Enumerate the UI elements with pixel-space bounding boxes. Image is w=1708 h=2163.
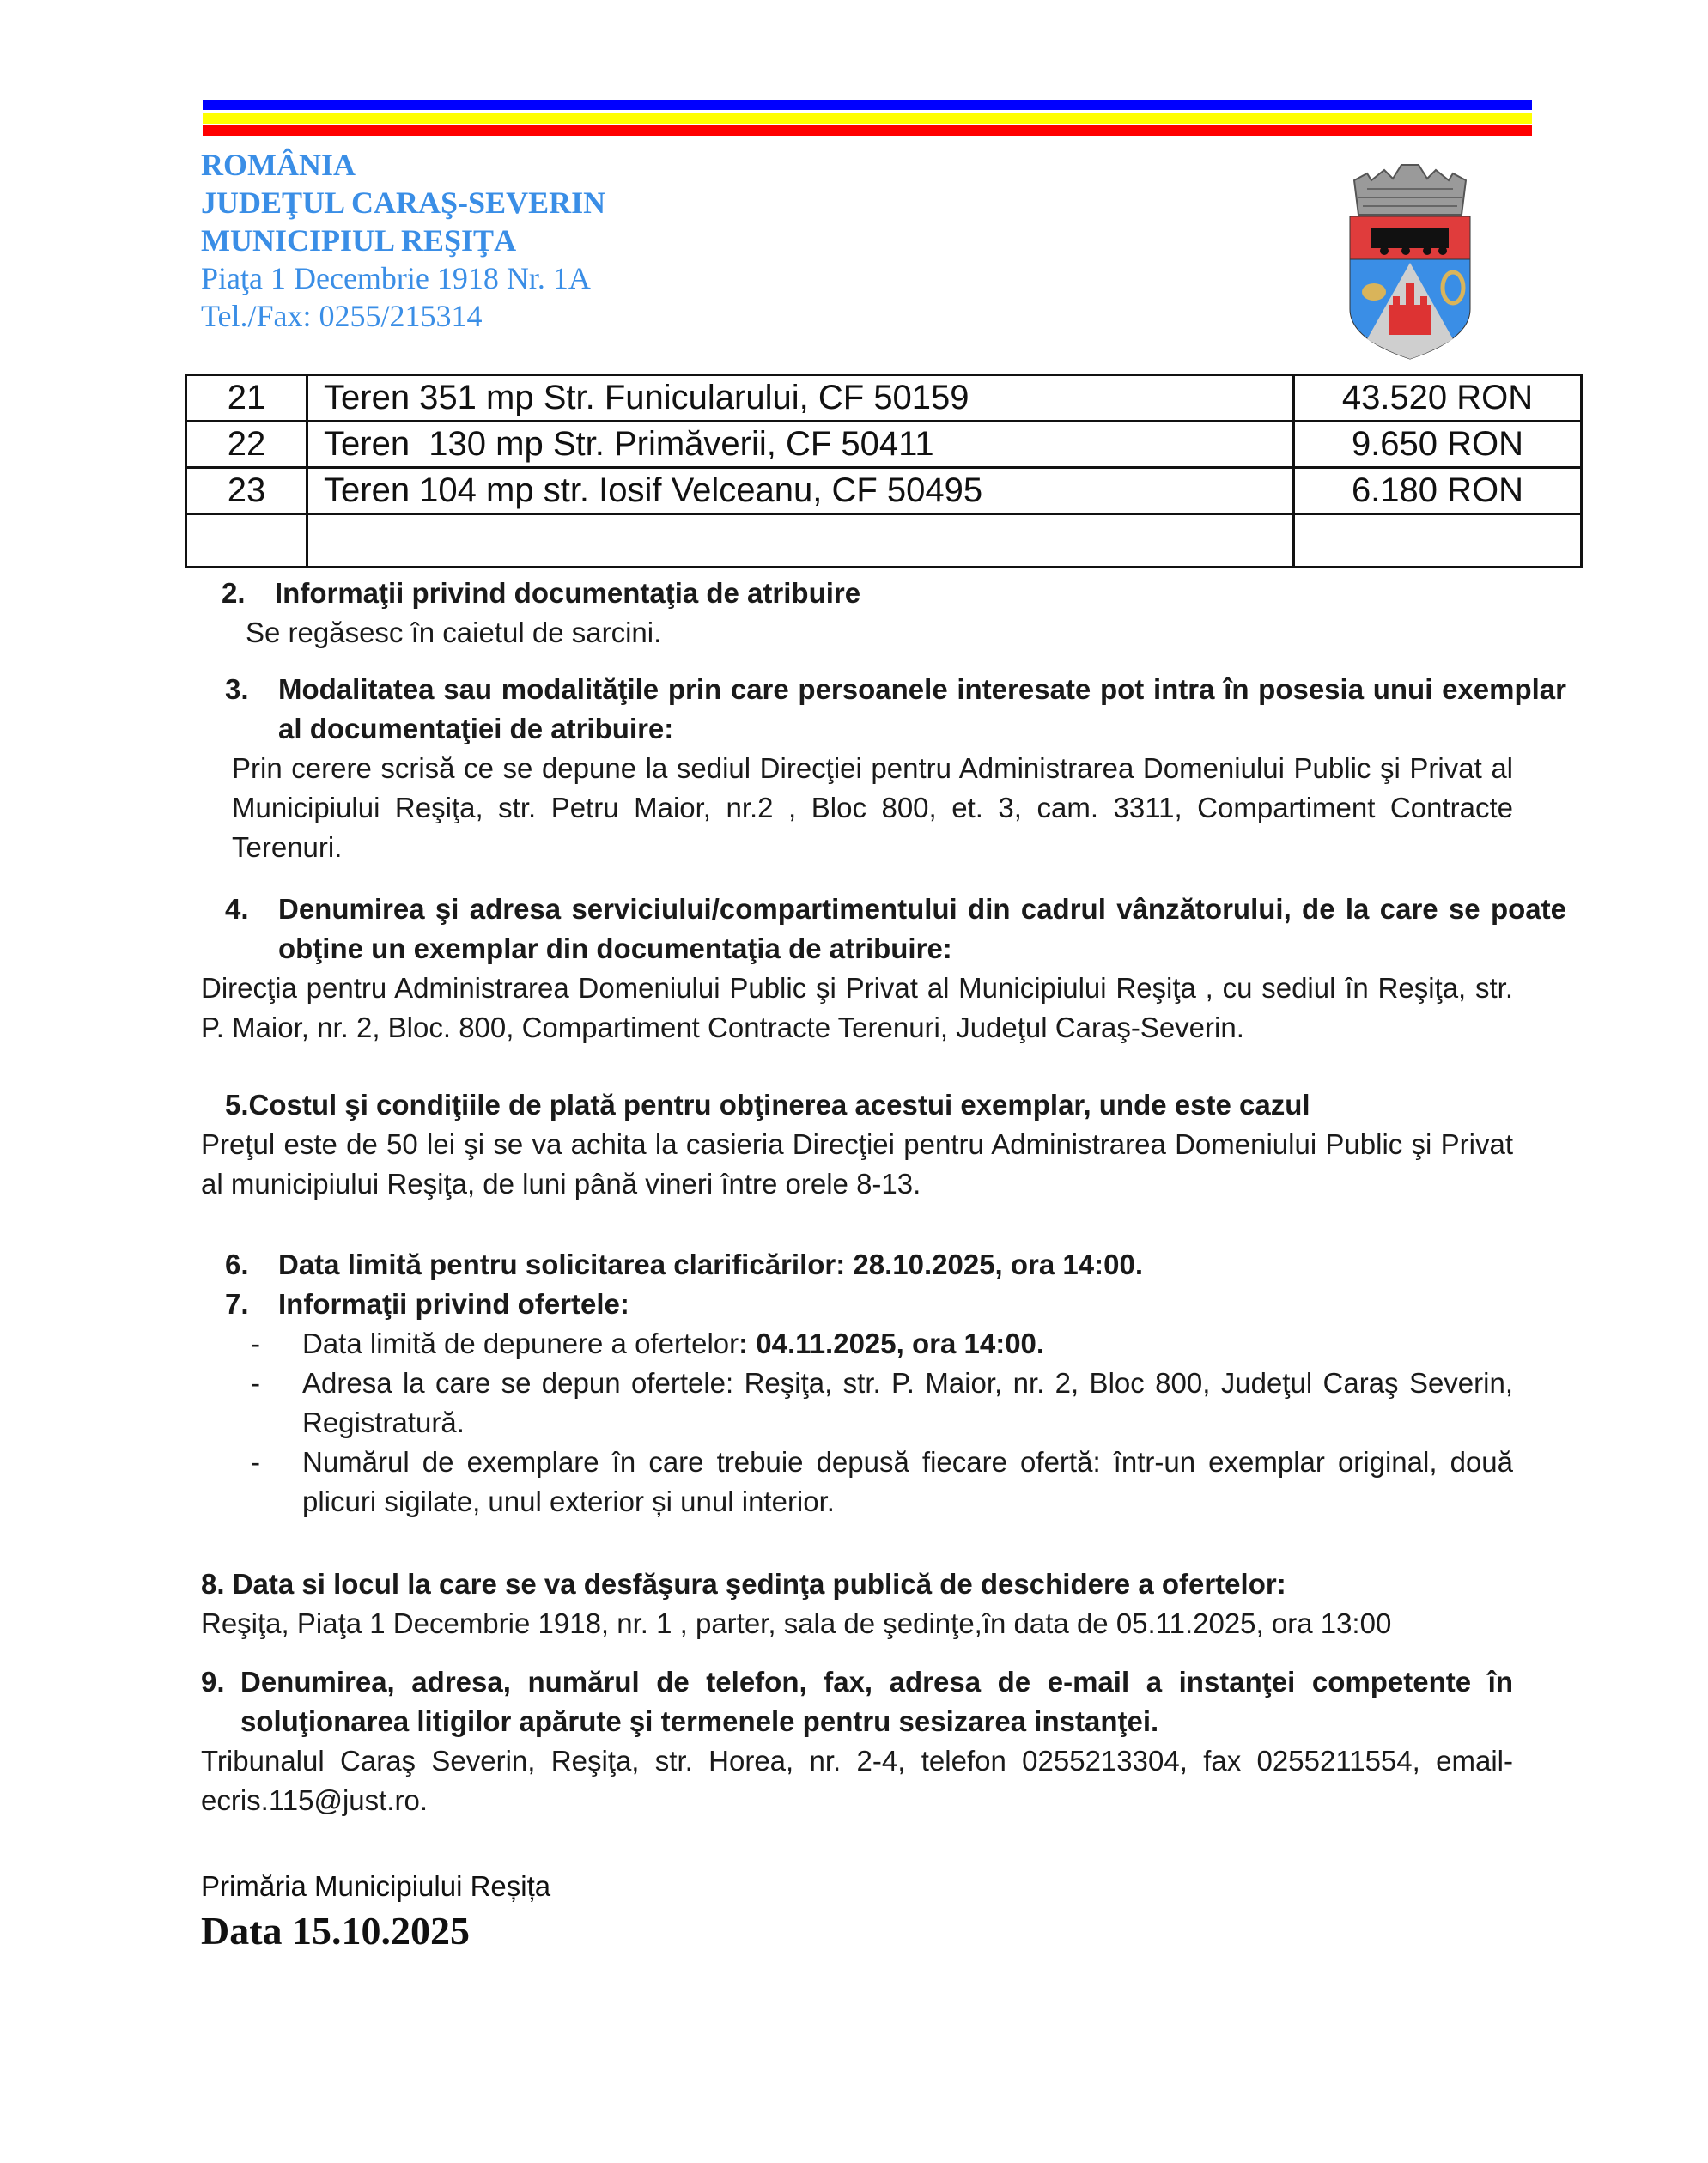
lot-number: 22 bbox=[186, 422, 307, 468]
lot-price: 43.520 RON bbox=[1294, 375, 1582, 422]
letterhead bbox=[201, 146, 605, 335]
section-9-heading bbox=[201, 1662, 1513, 1741]
address: Piaţa 1 Decembrie 1918 Nr. 1A bbox=[201, 261, 591, 295]
offer-bullet-3 bbox=[251, 1443, 1513, 1522]
phone: Tel./Fax: 0255/215314 bbox=[201, 299, 483, 333]
offer-bullet-1 bbox=[251, 1324, 1565, 1364]
section-6-heading bbox=[225, 1245, 1143, 1285]
lot-number bbox=[186, 514, 307, 568]
section-9-number: 9. bbox=[201, 1666, 225, 1698]
section-3-number: 3. bbox=[225, 673, 249, 705]
section-8-body: Reşiţa, Piaţa 1 Decembrie 1918, nr. 1 , parter, sala de şedinţe,în data de 05.11.2025, ora 13:00 bbox=[201, 1607, 1392, 1639]
bullet-text: Adresa la care se depun ofertele: Reşiţa, str. P. Maior, nr. 2, Bloc 800, Judeţul Caraş Severin, Registratură. bbox=[302, 1367, 1513, 1438]
table-row bbox=[186, 422, 1582, 468]
bullet-deadline: : 04.11.2025, ora 14:00. bbox=[739, 1328, 1045, 1359]
flag-stripe-yellow bbox=[203, 113, 1532, 124]
lot-description: Teren 130 mp Str. Primăverii, CF 50411 bbox=[307, 422, 1294, 468]
document-date: Data 15.10.2025 bbox=[201, 1909, 471, 1953]
section-7-heading bbox=[225, 1285, 629, 1324]
lots-table bbox=[185, 374, 1583, 568]
section-4-number: 4. bbox=[225, 893, 249, 925]
section-2-title: Informaţii privind documentaţia de atribuire bbox=[275, 577, 861, 609]
lot-number: 23 bbox=[186, 468, 307, 514]
table-row-empty bbox=[186, 514, 1582, 568]
flag-stripe-blue bbox=[203, 100, 1532, 110]
section-9-body: Tribunalul Caraş Severin, Reşiţa, str. Horea, nr. 2-4, telefon 0255213304, fax 0255211554, email-ecris.115@just.ro. bbox=[201, 1745, 1513, 1816]
lot-number: 21 bbox=[186, 375, 307, 422]
section-4-heading bbox=[225, 890, 1566, 969]
section-7-title: Informaţii privind ofertele: bbox=[278, 1288, 629, 1320]
lot-description: Teren 104 mp str. Iosif Velceanu, CF 50495 bbox=[307, 468, 1294, 514]
bullet-dash-icon: - bbox=[251, 1367, 260, 1399]
section-5-heading: 5.Costul şi condiţiile de plată pentru obţinerea acestui exemplar, unde este cazul bbox=[225, 1089, 1310, 1121]
offer-bullet-2 bbox=[251, 1364, 1513, 1443]
section-4-body: Direcţia pentru Administrarea Domeniului Public şi Privat al Municipiului Reşiţa , cu sediul în Reşiţa, str. P. Maior, nr. 2, Bloc. 800, Compartiment Contracte Terenuri, Judeţul Caraş-Severin. bbox=[201, 972, 1513, 1043]
section-3-title: Modalitatea sau modalităţile prin care persoanele interesate pot intra în posesia unui exemplar al documentaţiei de atribuire: bbox=[278, 673, 1566, 744]
section-7-number: 7. bbox=[225, 1288, 249, 1320]
section-3-body: Prin cerere scrisă ce se depune la sediul Direcţiei pentru Administrarea Domeniului Public şi Privat al Municipiului Reşiţa, str. Petru Maior, nr.2 , Bloc 800, et. 3, cam. 3311, Compartiment Contracte Terenuri. bbox=[232, 752, 1513, 863]
section-5-body: Preţul este de 50 lei şi se va achita la casieria Direcţiei pentru Administrarea Domeniului Public şi Privat al municipiului Reşiţa, de luni până vineri între orele 8-13. bbox=[201, 1128, 1513, 1200]
bullet-dash-icon: - bbox=[251, 1446, 260, 1478]
coat-of-arms-icon bbox=[1333, 155, 1487, 361]
lot-price: 9.650 RON bbox=[1294, 422, 1582, 468]
lot-description: Teren 351 mp Str. Funicularului, CF 50159 bbox=[307, 375, 1294, 422]
table-row bbox=[186, 468, 1582, 514]
section-4-title: Denumirea şi adresa serviciului/compartimentului din cadrul vânzătorului, de la care se poate obţine un exemplar din documentaţia de atribuire: bbox=[278, 893, 1566, 964]
country-name: ROMÂNIA bbox=[201, 148, 356, 182]
section-8-heading: 8. Data si locul la care se va desfăşura şedinţa publică de deschidere a ofertelor: bbox=[201, 1568, 1286, 1600]
section-9-title: Denumirea, adresa, numărul de telefon, fax, adresa de e-mail a instanţei competente în soluţionarea litigilor apărute şi termenele pentru sesizarea instanţei. bbox=[240, 1666, 1513, 1737]
table-row bbox=[186, 375, 1582, 422]
lot-price bbox=[1294, 514, 1582, 568]
bullet-text: Data limită de depunere a ofertelor bbox=[302, 1328, 739, 1359]
section-2-number: 2. bbox=[222, 577, 246, 609]
section-2-heading bbox=[222, 574, 860, 613]
county-name: JUDEŢUL CARAŞ-SEVERIN bbox=[201, 185, 606, 220]
bullet-dash-icon: - bbox=[251, 1328, 260, 1359]
section-2-body: Se regăsesc în caietul de sarcini. bbox=[246, 617, 662, 648]
lot-description bbox=[307, 514, 1294, 568]
section-6-title: Data limită pentru solicitarea clarificărilor: 28.10.2025, ora 14:00. bbox=[278, 1249, 1143, 1280]
flag-stripe-red bbox=[203, 125, 1532, 136]
bullet-text: Numărul de exemplare în care trebuie depusă fiecare ofertă: într-un exemplar original, două plicuri sigilate, unul exterior și unul interior. bbox=[302, 1446, 1513, 1517]
municipality-name: MUNICIPIUL REŞIŢA bbox=[201, 223, 517, 258]
signature: Primăria Municipiului Reșița bbox=[201, 1870, 551, 1902]
lot-price: 6.180 RON bbox=[1294, 468, 1582, 514]
section-3-heading bbox=[225, 670, 1566, 749]
section-6-number: 6. bbox=[225, 1249, 249, 1280]
